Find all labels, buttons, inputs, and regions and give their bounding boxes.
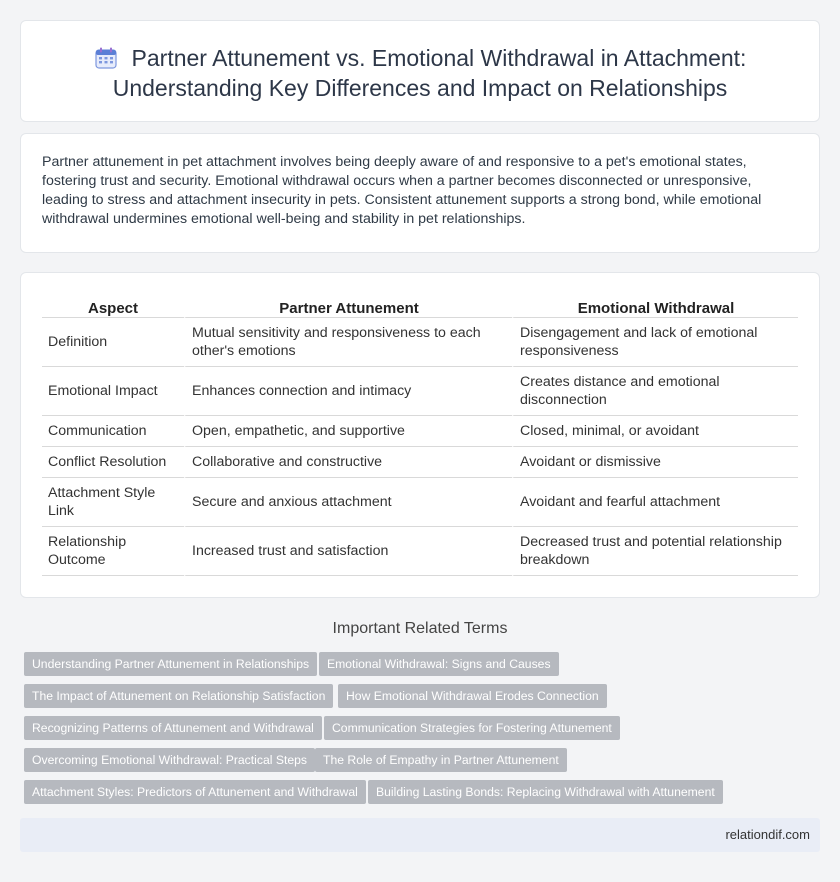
- header-aspect: Aspect: [42, 296, 184, 318]
- footer: [20, 818, 820, 852]
- cell-attunement: Mutual sensitivity and responsiveness to each other's emotions: [184, 318, 512, 367]
- header-emotional-withdrawal: Emotional Withdrawal: [512, 296, 798, 318]
- cell-aspect: Conflict Resolution: [42, 447, 184, 478]
- cell-attunement: Collaborative and constructive: [184, 447, 512, 478]
- cell-aspect: Relationship Outcome: [42, 527, 184, 576]
- related-tag[interactable]: Understanding Partner Attunement in Relationships: [24, 652, 317, 676]
- cell-withdrawal: Decreased trust and potential relationship breakdown: [512, 527, 798, 576]
- cell-attunement: Secure and anxious attachment: [184, 478, 512, 527]
- cell-withdrawal: Avoidant or dismissive: [512, 447, 798, 478]
- table-row: [42, 367, 798, 416]
- header-partner-attunement: Partner Attunement: [184, 296, 512, 318]
- related-tag[interactable]: Emotional Withdrawal: Signs and Causes: [319, 652, 559, 676]
- cell-withdrawal: Disengagement and lack of emotional responsiveness: [512, 318, 798, 367]
- title-card: [20, 20, 820, 122]
- cell-aspect: Attachment Style Link: [42, 478, 184, 527]
- cell-attunement: Enhances connection and intimacy: [184, 367, 512, 416]
- related-tag[interactable]: The Impact of Attunement on Relationship Satisfaction: [24, 684, 333, 708]
- related-tag[interactable]: How Emotional Withdrawal Erodes Connection: [338, 684, 607, 708]
- cell-attunement: Increased trust and satisfaction: [184, 527, 512, 576]
- related-terms-heading: Important Related Terms: [332, 620, 508, 637]
- table-row: [42, 478, 798, 527]
- table-row: [42, 527, 798, 576]
- table-row: [42, 447, 798, 478]
- title-text: Partner Attunement vs. Emotional Withdrawal in Attachment: Understanding Key Differences and Impact on Relationships: [112, 45, 747, 101]
- table-row: [42, 416, 798, 447]
- related-tag[interactable]: The Role of Empathy in Partner Attunement: [315, 748, 567, 772]
- comparison-table: [42, 296, 798, 576]
- comparison-card: [20, 272, 820, 598]
- related-tag[interactable]: Recognizing Patterns of Attunement and Withdrawal: [24, 716, 322, 740]
- footer-site-link[interactable]: relationdif.com: [725, 827, 810, 842]
- cell-aspect: Definition: [42, 318, 184, 367]
- cell-attunement: Open, empathetic, and supportive: [184, 416, 512, 447]
- related-tag[interactable]: Building Lasting Bonds: Replacing Withdrawal with Attunement: [368, 780, 723, 804]
- related-tag[interactable]: Attachment Styles: Predictors of Attunement and Withdrawal: [24, 780, 366, 804]
- table-header-row: [42, 296, 798, 318]
- related-tag[interactable]: Communication Strategies for Fostering Attunement: [324, 716, 620, 740]
- intro-card: [20, 133, 820, 253]
- intro-paragraph: Partner attunement in pet attachment involves being deeply aware of and responsive to a pet's emotional states, fostering trust and security. Emotional withdrawal occurs when a partner becomes disconnected or unresponsive, leading to stress and attachment insecurity in pets. Consistent attunement supports a strong bond, while emotional withdrawal undermines emotional well-being and stability in pet relationships.: [42, 154, 762, 227]
- related-tag[interactable]: Overcoming Emotional Withdrawal: Practical Steps: [24, 748, 315, 772]
- cell-withdrawal: Creates distance and emotional disconnection: [512, 367, 798, 416]
- calendar-icon: [94, 46, 118, 70]
- cell-withdrawal: Avoidant and fearful attachment: [512, 478, 798, 527]
- table-row: [42, 318, 798, 367]
- cell-aspect: Communication: [42, 416, 184, 447]
- page-title: [21, 43, 819, 103]
- cell-aspect: Emotional Impact: [42, 367, 184, 416]
- cell-withdrawal: Closed, minimal, or avoidant: [512, 416, 798, 447]
